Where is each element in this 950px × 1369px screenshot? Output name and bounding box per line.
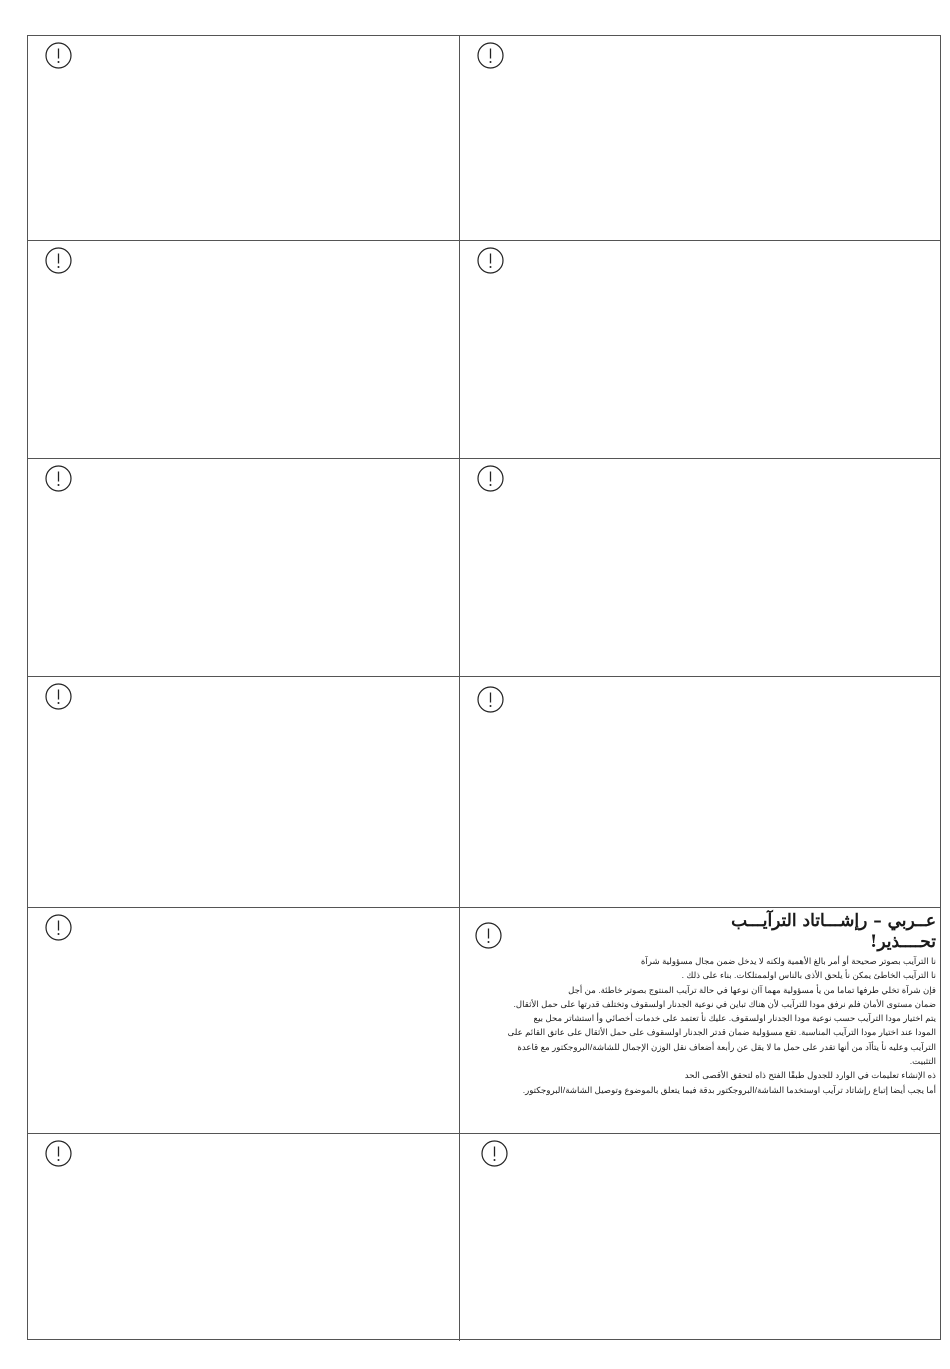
panel-5-left xyxy=(28,908,460,1133)
paragraph-line: ذه الإنشاء تعليمات في الوارد للجدول طبقًا الفتح ذاه لتحقق الأقصى الحد xyxy=(684,1070,936,1081)
warning-icon xyxy=(45,914,72,941)
paragraph-line: المودا عند اختيار مودا الترآيب المناسبة. تقع مسؤولية ضمان قدتر الجدنار اولسقوف على حمل الأثقال على عاتق القائم على xyxy=(507,1027,936,1038)
panel-1-left xyxy=(28,36,460,240)
paragraph-line: أما يجب أيضا إتباع رإشاتاد ترآيب اوستخدما الشاشة/البروجكتور بدقة فيما يتعلق بالموضوع وتوصيل الشاشة/البروجكتور. xyxy=(522,1084,936,1095)
instruction-grid xyxy=(27,35,941,1340)
panel-3-left xyxy=(28,459,460,676)
warning-icon xyxy=(45,42,72,69)
paragraph-line: نا الترآيب بصوتر صحيحة أو أمر بالغ الأهمية ولكنه لا يدخل ضمن مجال مسؤولية شرآة xyxy=(640,956,936,966)
warning-icon xyxy=(45,1140,72,1167)
warning-icon xyxy=(477,42,504,69)
warning-icon xyxy=(481,1140,508,1167)
panel-2-right xyxy=(460,241,940,458)
grid-row-6 xyxy=(28,1134,940,1341)
paragraph-line: نا الترآيب الخاطئ يمكن نأ يلحق الأذى بالناس اولممتلكات. بناء على ذلك . xyxy=(681,970,936,981)
panel-4-left xyxy=(28,677,460,907)
panel-2-left xyxy=(28,241,460,458)
panel-3-right xyxy=(460,459,940,676)
warning-icon xyxy=(45,465,72,492)
grid-row-1 xyxy=(28,36,940,241)
warning-icon xyxy=(477,247,504,274)
grid-row-2 xyxy=(28,241,940,459)
panel-1-right xyxy=(460,36,940,240)
section-title: عــربي – رإشـــاتاد الترآيـــب xyxy=(731,911,936,931)
paragraph-line: الترآيب وعليه نأ يتأآد من أنها تقدر على حمل ما لا يقل عن رأبعة أضعاف نقل الوزن الإجمال للشاشة/البروجكتور مع قاعدة xyxy=(517,1041,936,1052)
arabic-instructions xyxy=(466,908,936,1097)
warning-heading: تحــــذير! xyxy=(869,932,936,952)
panel-6-left xyxy=(28,1134,460,1341)
paragraph-line: ضمان مستوى الأمان فلم نرفق مودا للترآيب لأن هناك تباين في نوعية الجدنار اولسقوف وتختلف قدرتها على حمل الأثقال. xyxy=(513,998,936,1009)
paragraph-line: فإن شرآة تخلي طرفها تماما من يأ مسؤولية مهما آان نوعها في حالة ترآيب المنتوج بصوتر خاطئة. من أجل xyxy=(568,984,936,995)
warning-body xyxy=(466,954,936,1097)
panel-5-right-instructions xyxy=(460,908,940,1133)
warning-icon xyxy=(45,247,72,274)
panel-4-right xyxy=(460,677,940,907)
grid-row-4 xyxy=(28,677,940,908)
grid-row-5 xyxy=(28,908,940,1134)
warning-icon xyxy=(45,683,72,710)
paragraph-line: يتم اختيار مودا الترآيب حسب نوعية مودا الجدنار اولسقوف. عليك نأ تعتمد على خدمات أخصائي وأ استشاتر محل بيع xyxy=(533,1013,936,1024)
grid-row-3 xyxy=(28,459,940,677)
paragraph-line: التثبيت. xyxy=(909,1056,936,1067)
panel-6-right xyxy=(460,1134,940,1341)
warning-icon xyxy=(477,465,504,492)
warning-icon xyxy=(477,686,504,713)
